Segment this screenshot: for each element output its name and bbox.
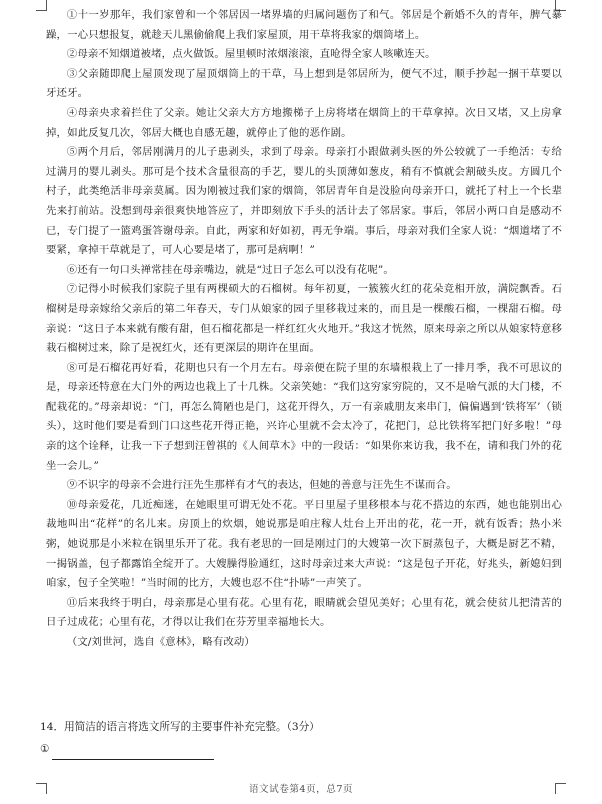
paragraph-2: ②母亲不知烟道被堵，点火做饭。屋里顿时浓烟滚滚，直呛得全家人咳嗽连天。 [66, 48, 436, 61]
paragraph-3: ③父亲随即爬上屋顶发现了屋顶烟筒上的干草，马上想到是邻居所为，便气不过，顺手抄起一捆干草要以牙还牙。 [46, 67, 562, 100]
paragraph-11: ⑪后来我终于明白，母亲那是心里有花。心里有花，眼睛就会望见美好；心里有花，就会使贫儿把清苦的日子过成花；心里有花，才得以让我们在芬芳里幸福地长大。 [46, 596, 562, 629]
paragraph-9: ⑨不识字的母亲不会进行汪先生那样有才气的表达，但她的善意与汪先生不谋而合。 [66, 479, 457, 492]
article-source: （文/刘世河，选自《意林》，略有改动） [66, 636, 255, 648]
question-text: 14．用简洁的语言将选文所写的主要事件补充完整。（3分） [40, 721, 320, 733]
answer-blank[interactable] [52, 746, 214, 760]
article-body [46, 6, 562, 653]
paragraph-6: ⑥还有一句口头禅常挂在母亲嘴边，就是“过日子怎么可以没有花呢”。 [66, 263, 394, 276]
answer-marker: ① [40, 743, 50, 755]
paragraph-1: ①十一岁那年，我们家曾和一个邻居因一堵界墙的归属问题伤了和气。邻居是个新婚不久的青年，脾气暴躁，一心只想报复，就趁天儿黑偷偷爬上我们家屋顶，用干草将我家的烟筒堵上。 [46, 9, 562, 41]
paragraph-7: ⑦记得小时候我们家院子里有两棵硕大的石榴树。每年初夏，一簇簇火红的花朵竞相开放，满院飘香。石榴树是母亲嫁给父亲后的第二年春天，专门从娘家的园子里移栽过来的，而且是一棵酸石榴，一棵甜石榴。母亲说：“这日子本来就有酸有甜，但石榴花都是一样红红火火地开。”我这才恍然，原来母亲之所以从娘家特意移栽石榴树过来，除了是祝红火，还有更深层的期许在里面。 [46, 283, 562, 355]
paragraph-8: ⑧可是石榴花再好看，花期也只有一个月左右。母亲便在院子里的东墙根栽上了一排月季，我不可思议的是，母亲还特意在大门外的两边也栽上了十几株。父亲笑她：“我们这穷家穷院的，又不是啥气派的大门楼，不配栽花的。”母亲却说：“门，再怎么简陋也是门，这花开得久，万一有亲戚朋友来串门，偏偏遇到‘铁将军’（锁头），这时他们要是看到门口这些花开得正艳，兴许心里就不会太冷了，花把门，总比铁将军把门好多啦！”母亲的这个诠释，让我一下子想到汪曾祺的《人间草木》中的一段话：“如果你来访我，我不在，请和我门外的花坐一会儿。” [46, 361, 562, 472]
answer-line [40, 738, 560, 760]
question-14 [40, 716, 560, 760]
paragraph-4: ④母亲央求着拦住了父亲。她让父亲大方方地搬梯子上房将堵在烟筒上的干草拿掉。次日又堵，又上房拿掉，如此反复几次，邻居大概也自感无趣，就停止了他的恶作剧。 [46, 106, 562, 139]
paragraph-5: ⑤两个月后，邻居刚满月的儿子患剥头，求到了母亲。母亲打小跟做剥头医的外公较就了一手绝活：专给过满月的婴儿剥头。那可是个技术含量很高的手艺，婴儿的头顶薄如葱皮，稍有不慎就会割破头皮。方圆几个村子，此类绝活非母亲莫属。因为刚被过我们家的烟筒，邻居青年自是没脸向母亲开口，就托了村上一个长辈先来打前站。没想到母亲很爽快地答应了，并即刻放下手头的活计去了邻居家。事后，邻居小两口自是感动不已，专门提了一篮鸡蛋答谢母亲。自此，两家和好如初，再无争端。事后，母亲对我们全家人说：“烟道堵了不要紧，拿掉干草就是了，可人心要是堵了，那可是病啊！” [46, 146, 562, 257]
page-footer: 语文试卷第4页，总7页 [248, 784, 354, 795]
paragraph-10: ⑩母亲爱花，几近痴迷，在她眼里可谓无处不花。平日里屋子里移根本与花不搭边的东西，她也能别出心裁地叫出“花样”的名儿来。房顶上的炊烟，她说那是咱庄稼人灶台上开出的花，花一开，就有饭香；热小米粥，她说那是小米粒在锅里乐开了花。我有老思的一回是刚过门的大嫂第一次下厨蒸包子，大概是厨艺不精，一揭锅盖，包子都露馅全绽开了。大嫂臊得脸通红，这时母亲过来大声说：“这是包子开花，好兆头，新媳妇到咱家，包子全笑啦！”当时闹的比方，大嫂也忍不住“扑哧”一声笑了。 [46, 498, 562, 590]
